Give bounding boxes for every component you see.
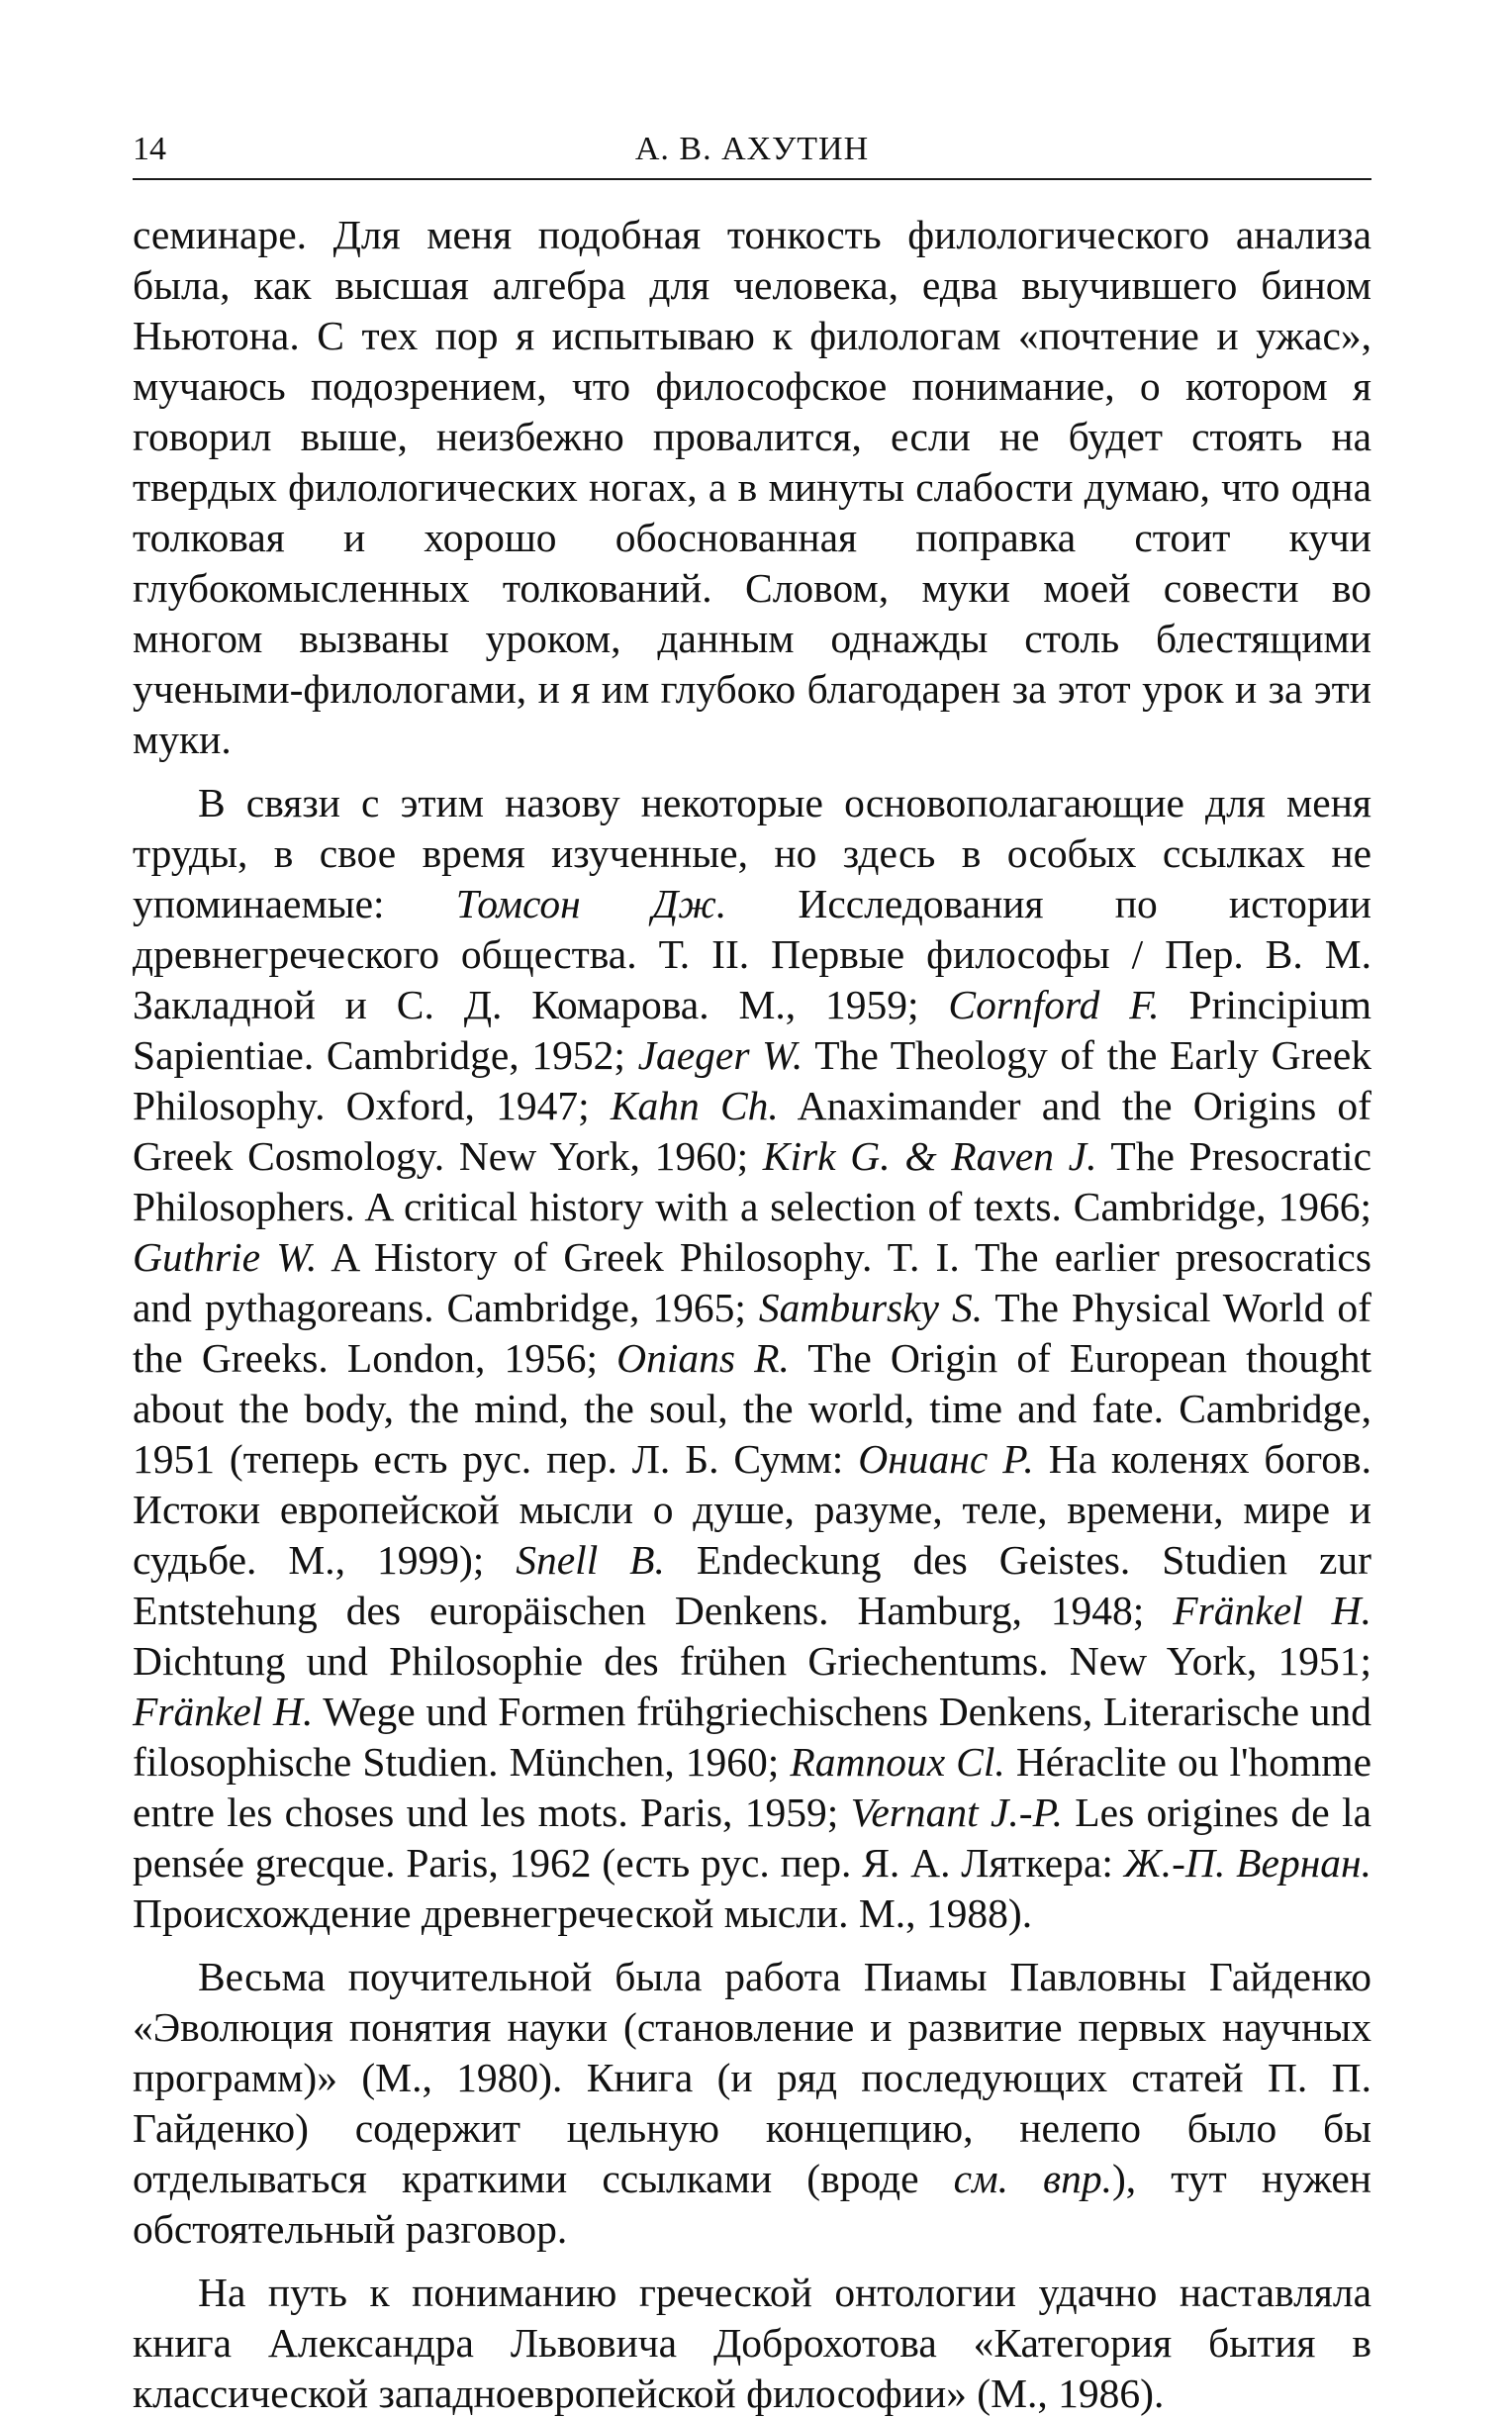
book-page bbox=[133, 127, 1371, 2419]
author-name: Jaeger W. bbox=[637, 1032, 803, 1078]
text-run: The Presocratic Philosophers. A critical history with a selection of texts. Cambridge, 1966; bbox=[133, 1133, 1372, 1229]
paragraph-1: семинаре. Для меня подобная тонкость филологического анализа была, как высшая алгебра для человека, едва выучившего бином Ньютона. С тех пор я испытываю к филологам «почтение и ужас», мучаюсь подозрением, что философское понимание, о котором я говорил выше, неизбежно провалится, если не будет стоять на твердых филологических ногах, а в минуты слабости думаю, что одна толковая и хорошо обоснованная поправка стоит кучи глубокомысленных толкований. Словом, муки моей совести во многом вызваны уроком, данным однажды столь блестящими учеными-филологами, и я им глубоко благодарен за этот урок и за эти муки. bbox=[133, 212, 1371, 762]
author-name: Kahn Ch. bbox=[610, 1083, 779, 1128]
text-run: The Theology of the Early Greek Philosophy. Oxford, 1947; bbox=[133, 1032, 1371, 1128]
body-text bbox=[133, 210, 1371, 2419]
page-header bbox=[133, 127, 1371, 180]
paragraph-3 bbox=[133, 1952, 1371, 2255]
author-name: Ramnoux Cl. bbox=[790, 1739, 1005, 1785]
text-run: The Physical World of the Greeks. London, 1956; bbox=[133, 1285, 1371, 1381]
text-run: The Origin of European thought about the body, the mind, the soul, the world, time and fate. Cambridge, 1951 (теперь есть рус. пер. Л. Б. Сумм: bbox=[133, 1335, 1371, 1482]
text-run: Héraclite ou l'homme entre les choses und les mots. Paris, 1959; bbox=[133, 1739, 1371, 1835]
author-name: Онианс Р. bbox=[858, 1436, 1034, 1482]
text-run: A History of Greek Philosophy. T. I. The earlier presocratics and pythagoreans. Cambridge, 1965; bbox=[133, 1234, 1371, 1330]
paragraph-4: На путь к пониманию греческой онтологии удачно наставляла книга Александра Львовича Доброхотова «Категория бытия в классической западноевропейской философии» (М., 1986). bbox=[133, 2270, 1371, 2416]
text-run: Wege und Formen frühgriechischens Denkens, Literarische und filosophische Studien. München, 1960; bbox=[133, 1689, 1371, 1785]
text-run: Dichtung und Philosophie des frühen Griechentums. New York, 1951; bbox=[133, 1638, 1371, 1684]
abbreviation: см. впр. bbox=[953, 2156, 1112, 2201]
author-name: Snell B. bbox=[516, 1537, 665, 1583]
author-name: Fränkel H. bbox=[1173, 1588, 1371, 1633]
running-head: А. В. АХУТИН bbox=[634, 131, 870, 167]
page-number: 14 bbox=[133, 131, 166, 167]
text-run: Les origines de la pensée grecque. Paris, 1962 (есть рус. пер. Я. А. Ляткера: bbox=[133, 1790, 1371, 1886]
text-run: На коленях богов. Истоки европейской мысли о душе, разуме, теле, времени, мире и судьбе. М., 1999); bbox=[133, 1436, 1371, 1583]
text-run: Anaximander and the Origins of Greek Cosmology. New York, 1960; bbox=[133, 1083, 1371, 1179]
text-run: Исследования по истории древнегреческого общества. Т. II. Первые философы / Пер. В. М. Закладной и С. Д. Комарова. М., 1959; bbox=[133, 881, 1371, 1027]
author-name: Onians R. bbox=[616, 1335, 790, 1381]
author-name: Sambursky S. bbox=[758, 1285, 984, 1330]
text-run: Происхождение древнегреческой мысли. М., 1988). bbox=[133, 1890, 1033, 1936]
paragraph-2-bibliography bbox=[133, 778, 1371, 1939]
text-run: Endeckung des Geistes. Studien zur Entstehung des europäischen Denkens. Hamburg, 1948; bbox=[133, 1537, 1371, 1633]
text-run: В связи с этим назову некоторые основополагающие для меня труды, в свое время изученные, но здесь в особых ссылках не упоминаемые: bbox=[133, 780, 1371, 926]
author-name: Kirk G. & Raven J. bbox=[762, 1133, 1097, 1179]
text-run: Principium Sapientiae. Cambridge, 1952; bbox=[133, 982, 1371, 1078]
text-run: Весьма поучительной была работа Пиамы Павловны Гайденко «Эволюция понятия науки (становление и развитие первых научных программ)» (М., 1980). Книга (и ряд последующих статей П. П. Гайденко) содержит цельную концепцию, нелепо было бы отделываться краткими ссылками (вроде bbox=[133, 1954, 1371, 2201]
author-name: Vernant J.-P. bbox=[850, 1790, 1063, 1835]
author-name: Ж.-П. Вернан. bbox=[1123, 1840, 1372, 1886]
author-name: Fränkel H. bbox=[133, 1689, 314, 1734]
text-run: ), тут нужен обстоятельный разговор. bbox=[133, 2156, 1372, 2252]
author-name: Томсон Дж. bbox=[455, 881, 727, 926]
author-name: Cornford F. bbox=[948, 982, 1160, 1027]
author-name: Guthrie W. bbox=[133, 1234, 318, 1280]
